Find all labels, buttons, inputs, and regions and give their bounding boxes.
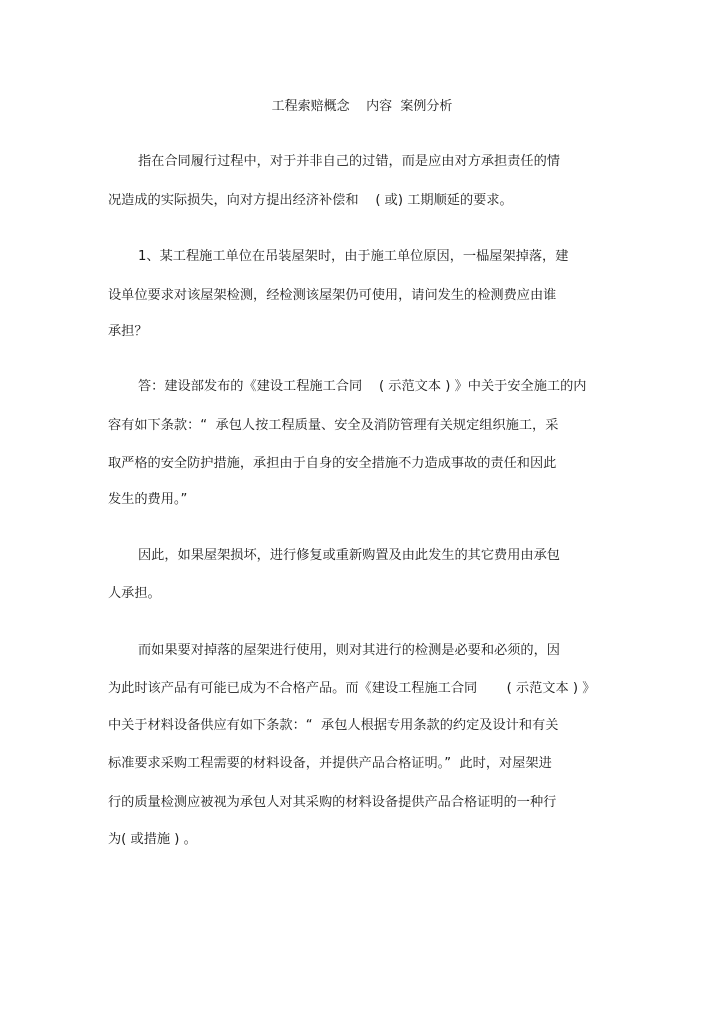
paragraph-line: 人承担。 — [108, 586, 161, 601]
paragraph-line: 中关于材料设备供应有如下条款：“ 承包人根据专用条款的约定及设计和有关 — [108, 718, 559, 733]
paragraph-line: 取严格的安全防护措施，承担由于自身的安全措施不力造成事故的责任和因此 — [108, 456, 557, 471]
paragraph-line: 为( 或措施 ) 。 — [108, 832, 197, 847]
paragraph-line: 发生的费用。” — [108, 492, 188, 507]
paragraph-line: 标准要求采购工程需要的材料设备，并提供产品合格证明。” 此时，对屋架进 — [108, 756, 552, 771]
paragraph-line: 为此时该产品有可能已成为不合格产品。而《建设工程施工合同 ( 示范文本 ) 》 — [108, 681, 596, 696]
paragraph-line: 设单位要求对该屋架检测，经检测该屋架仍可使用，请问发生的检测费应由谁 — [108, 288, 557, 303]
paragraph-line: 行的质量检测应被视为承包人对其采购的材料设备提供产品合格证明的一种行 — [108, 795, 557, 810]
paragraph-line: 承担？ — [108, 324, 148, 339]
paragraph-line: 1、某工程施工单位在吊装屋架时，由于施工单位原因，一榀屋架掉落，建 — [138, 249, 569, 264]
document-title: 工程索赔概念 内容 案例分析 — [271, 99, 453, 114]
paragraph-line: 况造成的实际损失，向对方提出经济补偿和 ( 或) 工期顺延的要求。 — [108, 193, 513, 208]
paragraph-line: 因此，如果屋架损坏，进行修复或重新购置及由此发生的其它费用由承包 — [138, 548, 560, 563]
paragraph-line: 容有如下条款：“ 承包人按工程质量、安全及消防管理有关规定组织施工，采 — [108, 418, 559, 433]
paragraph-line: 指在合同履行过程中，对于并非自己的过错，而是应由对方承担责任的情 — [138, 154, 560, 169]
paragraph-line: 而如果要对掉落的屋架进行使用，则对其进行的检测是必要和必须的，因 — [138, 643, 560, 658]
paragraph-line: 答：建设部发布的《建设工程施工合同 ( 示范文本 ) 》中关于安全施工的内 — [138, 379, 587, 394]
